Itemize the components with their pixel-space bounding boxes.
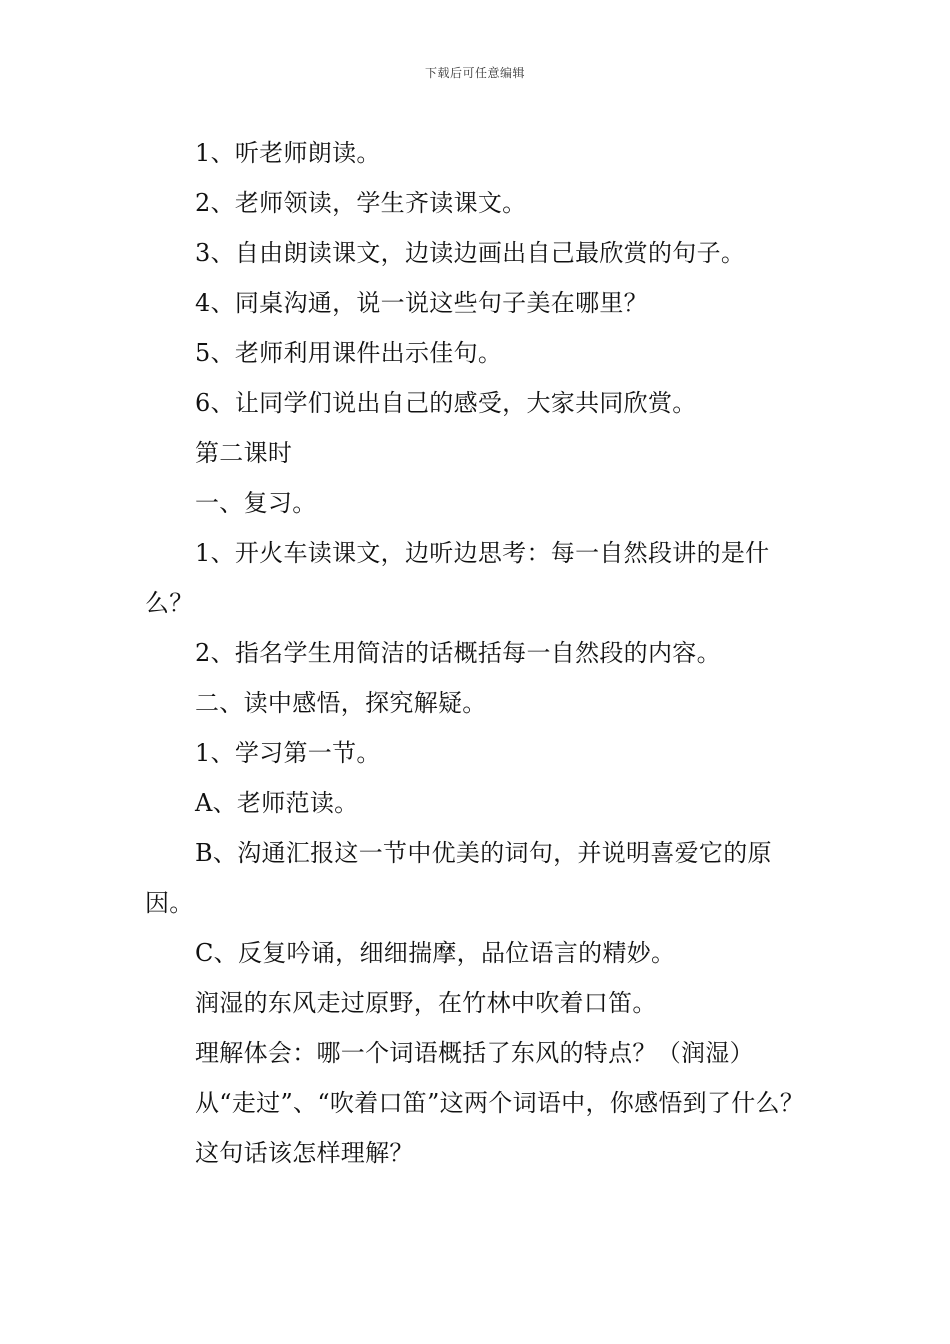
- paragraph: 二、读中感悟，探究解疑。: [195, 689, 487, 717]
- paragraph: C、反复吟诵，细细揣摩，品位语言的精妙。: [195, 939, 676, 967]
- paragraph: 从“走过”、“吹着口笛”这两个词语中，你感悟到了什么？: [195, 1089, 805, 1117]
- paragraph: 润湿的东风走过原野，在竹林中吹着口笛。: [195, 989, 657, 1017]
- paragraph: 3、自由朗读课文，边读边画出自己最欣赏的句子。: [195, 239, 746, 267]
- paragraph: 6、让同学们说出自己的感受，大家共同欣赏。: [195, 389, 697, 417]
- paragraph: 1、学习第一节。: [195, 739, 381, 767]
- paragraph: 1、听老师朗读。: [195, 139, 381, 167]
- section-heading: 第二课时: [195, 439, 293, 467]
- paragraph: 2、指名学生用简洁的话概括每一自然段的内容。: [195, 639, 721, 667]
- paragraph: 4、同桌沟通，说一说这些句子美在哪里？: [195, 289, 648, 317]
- paragraph: B、沟通汇报这一节中优美的词句，并说明喜爱它的原因。: [145, 839, 772, 917]
- paragraph: A、老师范读。: [195, 789, 359, 817]
- paragraph: 一、复习。: [195, 489, 317, 517]
- document-body: [145, 128, 810, 1178]
- paragraph: 这句话该怎样理解？: [195, 1139, 414, 1167]
- page-header: 下载后可任意编辑: [424, 66, 525, 80]
- paragraph: 1、开火车读课文，边听边思考：每一自然段讲的是什么？: [145, 539, 770, 617]
- paragraph: 5、老师利用课件出示佳句。: [195, 339, 503, 367]
- paragraph: 理解体会：哪一个词语概括了东风的特点？（润湿）: [195, 1039, 754, 1067]
- paragraph: 2、老师领读，学生齐读课文。: [195, 189, 527, 217]
